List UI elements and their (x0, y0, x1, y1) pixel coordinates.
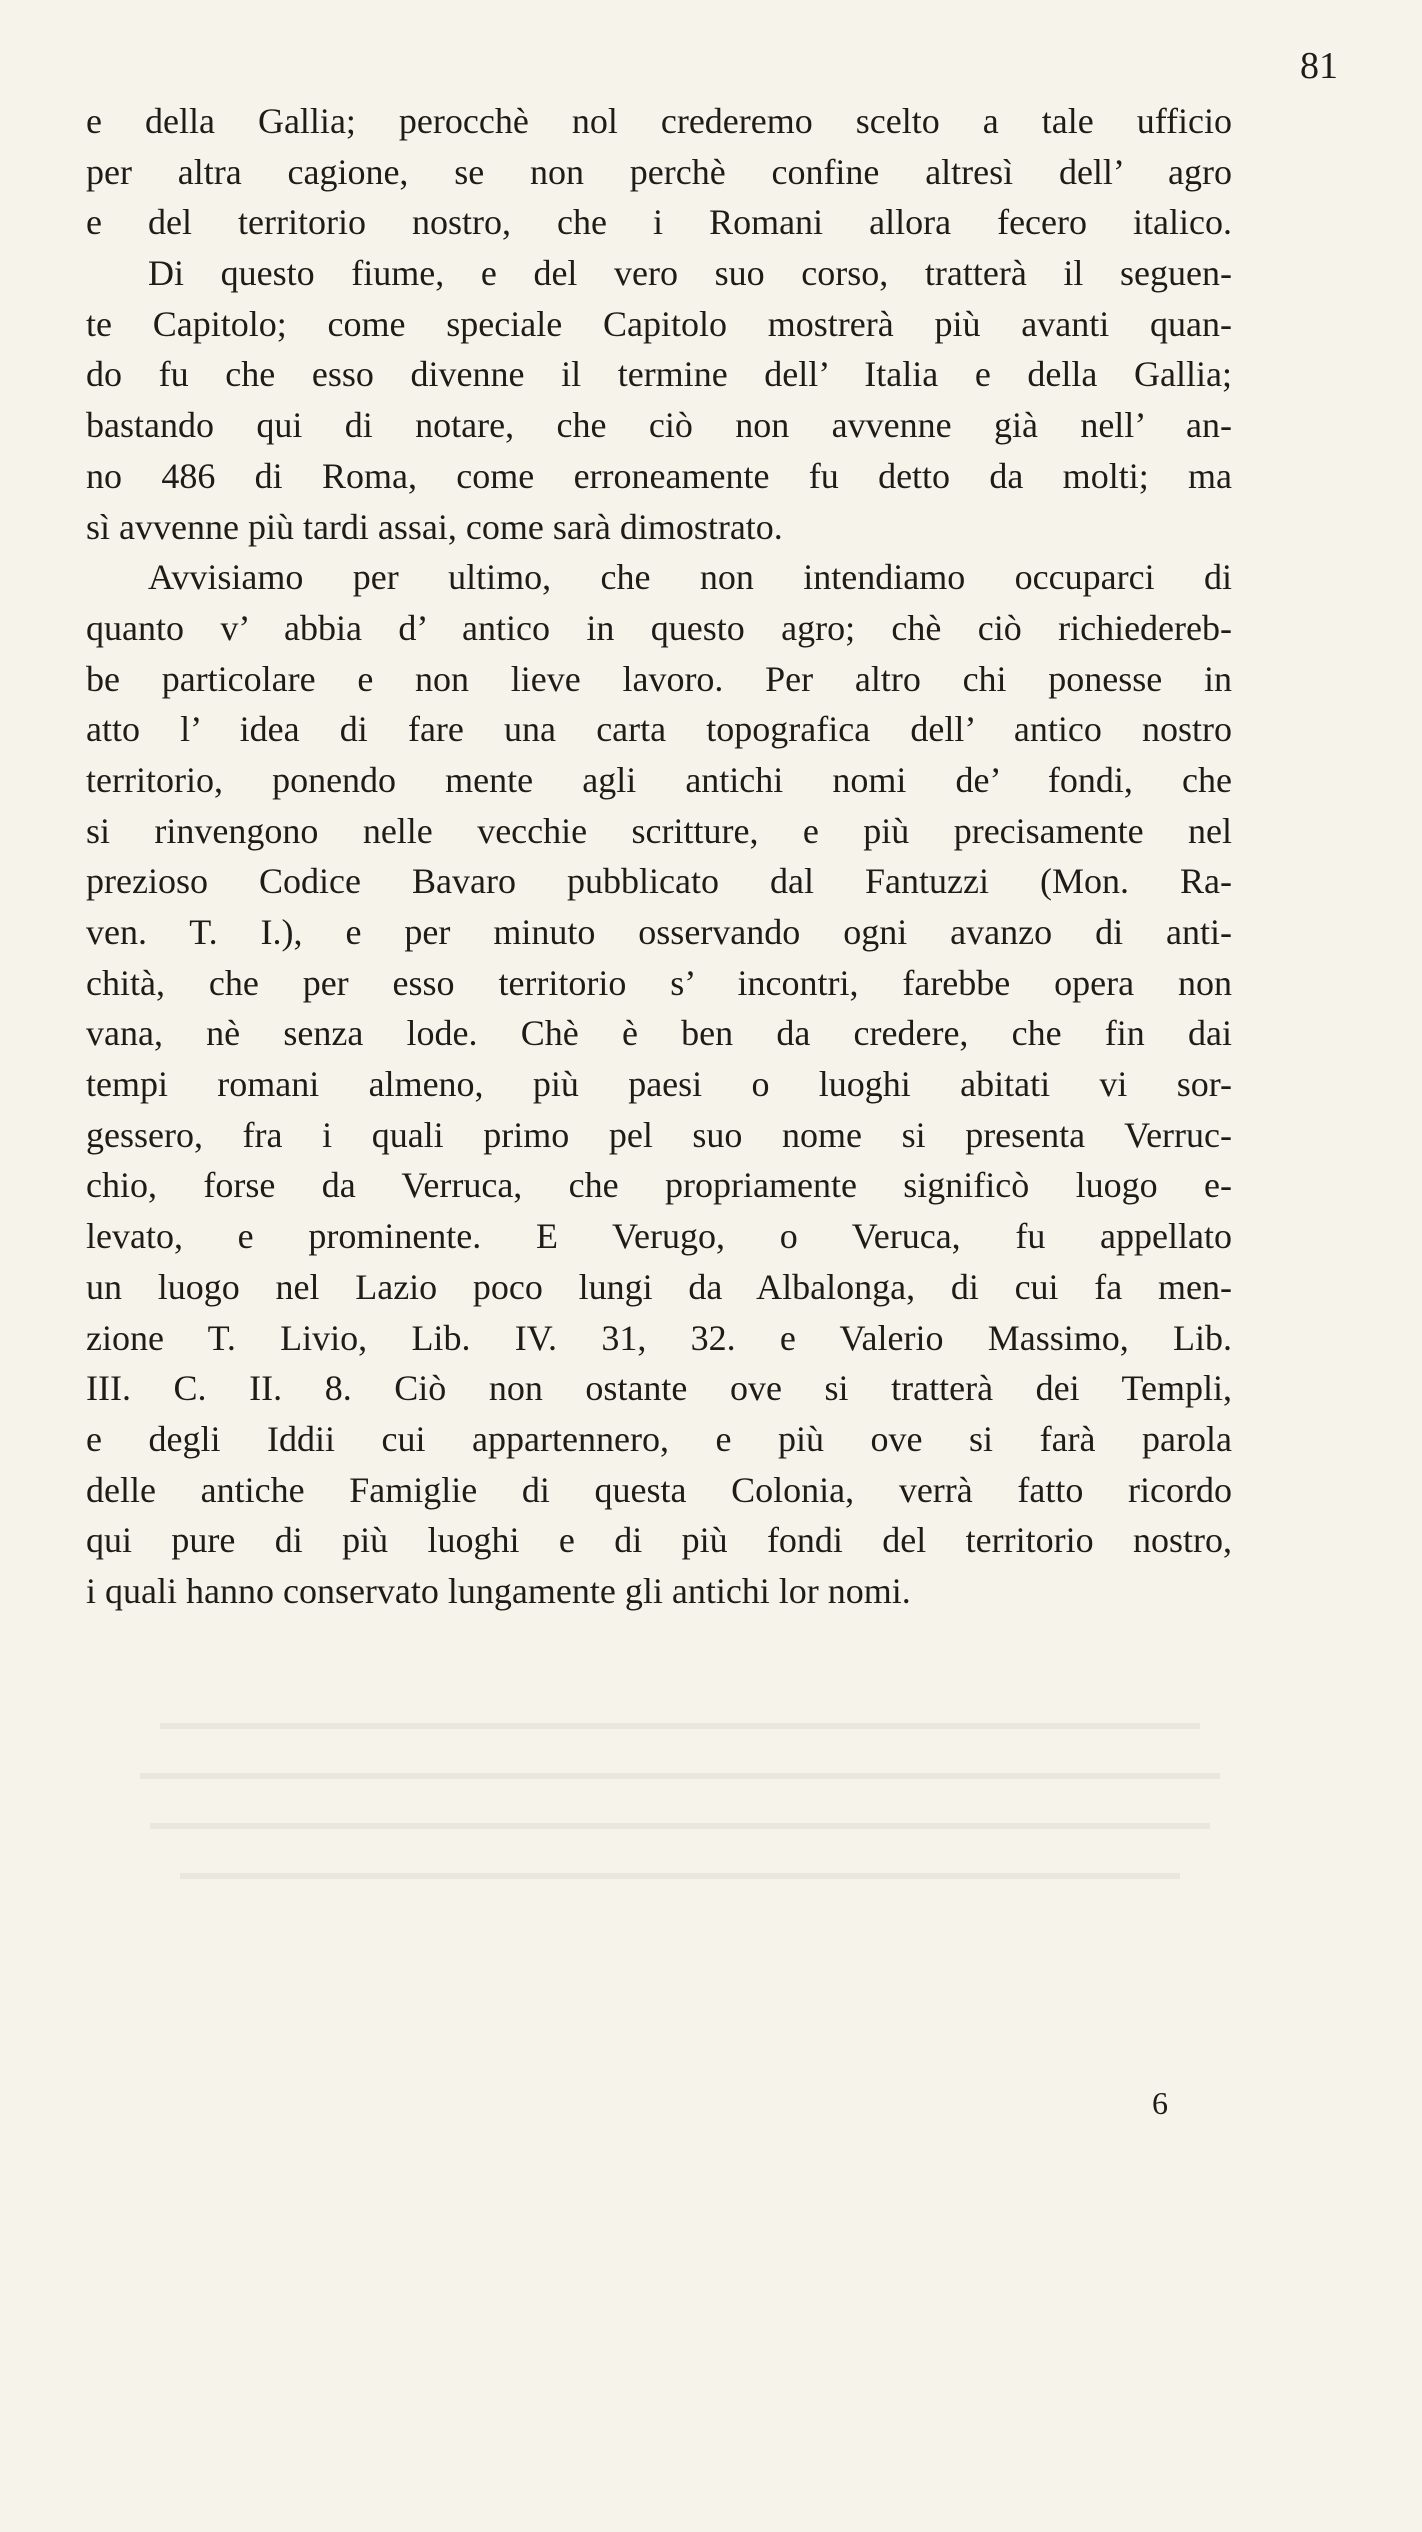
text-line: zione T. Livio, Lib. IV. 31, 32. e Valerio Massimo, Lib. (86, 1317, 1232, 1358)
text-line: vana, nè senza lode. Chè è ben da credere, che fin dai (86, 1013, 1232, 1054)
text-line: prezioso Codice Bavaro pubblicato dal Fantuzzi (Mon. Ra- (86, 861, 1232, 902)
show-through-line (180, 1873, 1180, 1879)
text-line: tempi romani almeno, più paesi o luoghi abitati vi sor- (86, 1064, 1232, 1105)
show-through-lines (120, 1705, 1220, 1925)
text-line: e del territorio nostro, che i Romani allora fecero italico. (86, 202, 1232, 243)
paragraph-start-line: Di questo fiume, e del vero suo corso, tratterà il seguen- (148, 253, 1232, 294)
show-through-texture (120, 1705, 1220, 1939)
text-line: do fu che esso divenne il termine dell’ Italia e della Gallia; (86, 354, 1232, 395)
text-line: si rinvengono nelle vecchie scritture, e più precisamente nel (86, 810, 1232, 851)
text-line: per altra cagione, se non perchè confine altresì dell’ agro (86, 151, 1232, 192)
text-line: atto l’ idea di fare una carta topografica dell’ antico nostro (86, 709, 1232, 750)
text-line: III. C. II. 8. Ciò non ostante ove si tratterà dei Templi, (86, 1368, 1232, 1409)
text-line: levato, e prominente. E Verugo, o Veruca, fu appellato (86, 1216, 1232, 1257)
text-line: e degli Iddii cui appartennero, e più ove si farà parola (86, 1418, 1232, 1459)
text-line: quanto v’ abbia d’ antico in questo agro; chè ciò richiedereb- (86, 607, 1232, 648)
text-line: qui pure di più luoghi e di più fondi del territorio nostro, (86, 1520, 1232, 1561)
text-line: gessero, fra i quali primo pel suo nome si presenta Verruc- (86, 1114, 1232, 1155)
show-through-line (160, 1723, 1200, 1729)
paragraph-start-line: Avvisiamo per ultimo, che non intendiamo occuparci di (148, 557, 1232, 598)
show-through-line (150, 1823, 1210, 1829)
paragraph-end-line: sì avvenne più tardi assai, come sarà dimostrato. (86, 506, 783, 547)
text-line: chio, forse da Verruca, che propriamente significò luogo e- (86, 1165, 1232, 1206)
text-line: delle antiche Famiglie di questa Colonia, verrà fatto ricordo (86, 1469, 1232, 1510)
signature-mark: 6 (1152, 2085, 1168, 2121)
text-line: te Capitolo; come speciale Capitolo mostrerà più avanti quan- (86, 303, 1232, 344)
text-line: bastando qui di notare, che ciò non avvenne già nell’ an- (86, 405, 1232, 446)
text-line: e della Gallia; perocchè nol crederemo scelto a tale ufficio (86, 101, 1232, 141)
text-line: territorio, ponendo mente agli antichi nomi de’ fondi, che (86, 759, 1232, 800)
body-text (86, 96, 1232, 1617)
paragraph-end-line: i quali hanno conservato lungamente gli antichi lor nomi. (86, 1570, 911, 1611)
page-number: 81 (1300, 45, 1338, 87)
text-line: be particolare e non lieve lavoro. Per altro chi ponesse in (86, 658, 1232, 699)
text-line: chità, che per esso territorio s’ incontri, farebbe opera non (86, 962, 1232, 1003)
text-line: un luogo nel Lazio poco lungi da Albalonga, di cui fa men- (86, 1266, 1232, 1307)
text-line: ven. T. I.), e per minuto osservando ogni avanzo di anti- (86, 912, 1232, 952)
text-line: no 486 di Roma, come erroneamente fu detto da molti; ma (86, 455, 1232, 496)
show-through-line (140, 1773, 1220, 1779)
